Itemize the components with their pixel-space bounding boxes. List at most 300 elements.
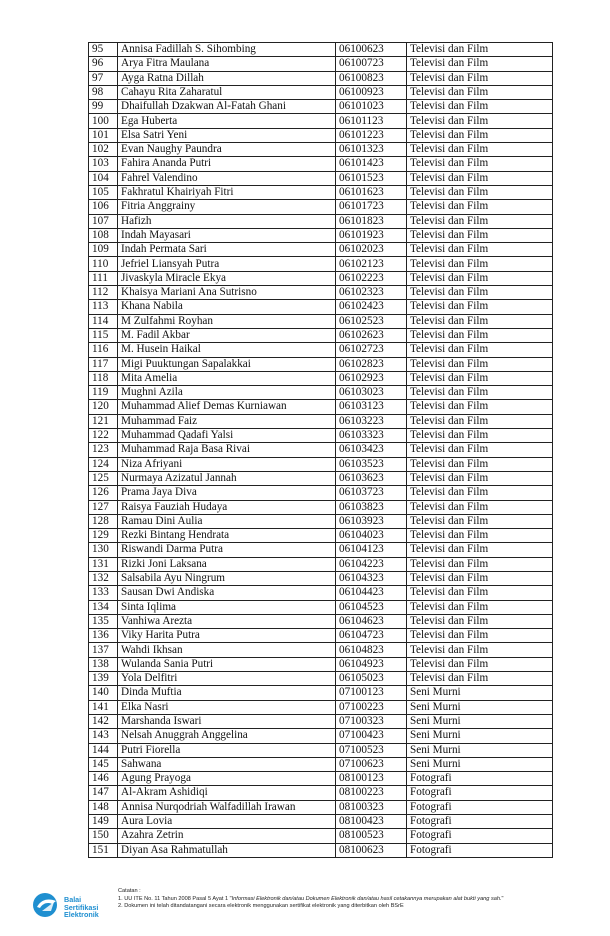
table-row [89,571,553,585]
student-code: 06104523 [336,600,407,614]
student-code: 07100523 [336,743,407,757]
student-name: Ramau Dini Aulia [118,514,336,528]
student-code: 06101823 [336,214,407,228]
student-name: M. Husein Haikal [118,343,336,357]
bsre-logo-text [64,896,99,919]
student-code: 06102323 [336,286,407,300]
row-number: 129 [89,529,118,543]
student-code: 06101623 [336,185,407,199]
student-name: Evan Naughy Paundra [118,143,336,157]
row-number: 138 [89,657,118,671]
program-name: Televisi dan Film [407,571,553,585]
student-code: 06104423 [336,586,407,600]
program-name: Fotografi [407,800,553,814]
program-name: Televisi dan Film [407,271,553,285]
student-code: 06102823 [336,357,407,371]
program-name: Televisi dan Film [407,300,553,314]
student-name: Elka Nasri [118,700,336,714]
student-code: 06101123 [336,114,407,128]
table-row [89,443,553,457]
program-name: Televisi dan Film [407,471,553,485]
program-name: Fotografi [407,815,553,829]
row-number: 133 [89,586,118,600]
student-table [88,42,553,858]
program-name: Televisi dan Film [407,243,553,257]
student-code: 06104223 [336,557,407,571]
student-code: 06102723 [336,343,407,357]
student-name: Raisya Fauziah Hudaya [118,500,336,514]
student-code: 06103723 [336,486,407,500]
table-row [89,457,553,471]
table-row [89,157,553,171]
program-name: Televisi dan Film [407,371,553,385]
student-name: Niza Afriyani [118,457,336,471]
table-row [89,286,553,300]
student-code: 06104123 [336,543,407,557]
program-name: Televisi dan Film [407,672,553,686]
student-code: 07100123 [336,686,407,700]
table-row [89,314,553,328]
program-name: Televisi dan Film [407,529,553,543]
student-name: Jefriel Liansyah Putra [118,257,336,271]
student-code: 06101923 [336,228,407,242]
program-name: Fotografi [407,843,553,857]
student-name: Indah Permata Sari [118,243,336,257]
student-name: Khana Nabila [118,300,336,314]
table-row [89,600,553,614]
program-name: Televisi dan Film [407,400,553,414]
row-number: 139 [89,672,118,686]
notes-title: Catatan : [118,888,141,894]
program-name: Televisi dan Film [407,429,553,443]
note-1 [118,896,598,904]
table-row [89,657,553,671]
program-name: Televisi dan Film [407,114,553,128]
logo-line: Balai [64,895,82,904]
program-name: Televisi dan Film [407,357,553,371]
student-name: Fahira Ananda Putri [118,157,336,171]
program-name: Fotografi [407,829,553,843]
program-name: Televisi dan Film [407,386,553,400]
student-code: 06100923 [336,85,407,99]
program-name: Televisi dan Film [407,328,553,342]
table-row [89,400,553,414]
table-row [89,686,553,700]
program-name: Televisi dan Film [407,85,553,99]
row-number: 132 [89,571,118,585]
student-code: 06104723 [336,629,407,643]
row-number: 121 [89,414,118,428]
student-name: Wulanda Sania Putri [118,657,336,671]
table-row [89,414,553,428]
student-code: 06102523 [336,314,407,328]
table-row [89,143,553,157]
student-code: 07100323 [336,714,407,728]
row-number: 105 [89,185,118,199]
row-number: 103 [89,157,118,171]
student-name: Aura Lovia [118,815,336,829]
program-name: Televisi dan Film [407,343,553,357]
student-name: Marshanda Iswari [118,714,336,728]
table-row [89,343,553,357]
program-name: Televisi dan Film [407,157,553,171]
student-code: 08100323 [336,800,407,814]
student-code: 06101023 [336,100,407,114]
student-name: Azahra Zetrin [118,829,336,843]
row-number: 136 [89,629,118,643]
row-number: 119 [89,386,118,400]
row-number: 115 [89,328,118,342]
row-number: 146 [89,772,118,786]
bsre-logo [30,890,110,920]
table-row [89,815,553,829]
student-code: 08100223 [336,786,407,800]
table-row [89,843,553,857]
student-code: 06103123 [336,400,407,414]
footer-notes [118,888,598,911]
program-name: Televisi dan Film [407,228,553,242]
row-number: 106 [89,200,118,214]
student-code: 06103423 [336,443,407,457]
table-row [89,672,553,686]
row-number: 130 [89,543,118,557]
row-number: 108 [89,228,118,242]
student-name: Fahrel Valendino [118,171,336,185]
program-name: Televisi dan Film [407,486,553,500]
table-row [89,700,553,714]
student-name: Ayga Ratna Dillah [118,71,336,85]
student-name: Mughni Azila [118,386,336,400]
row-number: 143 [89,729,118,743]
student-code: 06103923 [336,514,407,528]
row-number: 140 [89,686,118,700]
student-code: 06101523 [336,171,407,185]
note-2: 2. Dokumen ini telah ditandatangani secara elektronik menggunakan sertifikat elektronik yang diterbitkan oleh BSrE [118,903,404,910]
row-number: 127 [89,500,118,514]
program-name: Seni Murni [407,729,553,743]
student-name: Putri Fiorella [118,743,336,757]
row-number: 111 [89,271,118,285]
student-code: 06103823 [336,500,407,514]
student-name: M. Fadil Akbar [118,328,336,342]
row-number: 110 [89,257,118,271]
row-number: 147 [89,786,118,800]
table-row [89,85,553,99]
note-1-prefix: 1. UU ITE No. 11 Tahun 2008 Pasal 5 Ayat 1 " [118,895,232,902]
student-name: Muhammad Faiz [118,414,336,428]
student-name: Ega Huberta [118,114,336,128]
student-name: M Zulfahmi Royhan [118,314,336,328]
table-row [89,529,553,543]
program-name: Televisi dan Film [407,314,553,328]
student-code: 06104823 [336,643,407,657]
student-name: Elsa Satri Yeni [118,128,336,142]
student-name: Nurmaya Azizatul Jannah [118,471,336,485]
program-name: Televisi dan Film [407,500,553,514]
student-code: 07100223 [336,700,407,714]
program-name: Televisi dan Film [407,286,553,300]
student-name: Mita Amelia [118,371,336,385]
student-code: 08100423 [336,815,407,829]
student-code: 06102023 [336,243,407,257]
table-row [89,386,553,400]
program-name: Televisi dan Film [407,143,553,157]
student-code: 06102223 [336,271,407,285]
program-name: Televisi dan Film [407,200,553,214]
student-name: Riswandi Darma Putra [118,543,336,557]
student-code: 06102123 [336,257,407,271]
program-name: Televisi dan Film [407,128,553,142]
program-name: Televisi dan Film [407,214,553,228]
program-name: Televisi dan Film [407,557,553,571]
table-row [89,429,553,443]
table-row [89,228,553,242]
student-name: Muhammad Alief Demas Kurniawan [118,400,336,414]
row-number: 102 [89,143,118,157]
student-code: 06101723 [336,200,407,214]
student-code: 07100623 [336,757,407,771]
student-code: 06100623 [336,43,407,57]
table-row [89,100,553,114]
table-row [89,729,553,743]
student-code: 06103623 [336,471,407,485]
student-code: 06103223 [336,414,407,428]
student-code: 06103523 [336,457,407,471]
row-number: 97 [89,71,118,85]
table-row [89,800,553,814]
program-name: Televisi dan Film [407,414,553,428]
table-row [89,714,553,728]
student-name: Hafizh [118,214,336,228]
row-number: 120 [89,400,118,414]
row-number: 123 [89,443,118,457]
table-row [89,557,553,571]
table-row [89,500,553,514]
student-name: Sausan Dwi Andiska [118,586,336,600]
program-name: Televisi dan Film [407,71,553,85]
table-row [89,514,553,528]
program-name: Televisi dan Film [407,514,553,528]
row-number: 124 [89,457,118,471]
table-row [89,257,553,271]
logo-line: Elektronik [64,910,99,920]
student-code: 06102623 [336,328,407,342]
table-row [89,128,553,142]
table-row [89,43,553,57]
row-number: 122 [89,429,118,443]
student-name: Fitria Anggrainy [118,200,336,214]
table-row [89,757,553,771]
program-name: Televisi dan Film [407,443,553,457]
row-number: 107 [89,214,118,228]
student-code: 08100123 [336,772,407,786]
student-code: 06102923 [336,371,407,385]
row-number: 142 [89,714,118,728]
student-name: Nelsah Anuggrah Anggelina [118,729,336,743]
student-code: 06101323 [336,143,407,157]
student-name: Jivaskyla Miracle Ekya [118,271,336,285]
row-number: 113 [89,300,118,314]
row-number: 116 [89,343,118,357]
program-name: Seni Murni [407,686,553,700]
table-row [89,586,553,600]
row-number: 135 [89,614,118,628]
student-name: Arya Fitra Maulana [118,57,336,71]
program-name: Televisi dan Film [407,629,553,643]
row-number: 148 [89,800,118,814]
row-number: 109 [89,243,118,257]
student-name: Annisa Fadillah S. Sihombing [118,43,336,57]
student-code: 06101423 [336,157,407,171]
student-name: Viky Harita Putra [118,629,336,643]
student-name: Indah Mayasari [118,228,336,242]
row-number: 118 [89,371,118,385]
student-code: 06102423 [336,300,407,314]
student-name: Khaisya Mariani Ana Sutrisno [118,286,336,300]
bsre-logo-icon [30,890,62,920]
table-row [89,114,553,128]
student-code: 06101223 [336,128,407,142]
program-name: Seni Murni [407,743,553,757]
table-row [89,371,553,385]
program-name: Televisi dan Film [407,57,553,71]
student-name: Dinda Muftia [118,686,336,700]
student-name: Prama Jaya Diva [118,486,336,500]
row-number: 134 [89,600,118,614]
table-row [89,786,553,800]
row-number: 99 [89,100,118,114]
program-name: Televisi dan Film [407,657,553,671]
table-row [89,486,553,500]
program-name: Televisi dan Film [407,600,553,614]
table-row [89,300,553,314]
table-row [89,214,553,228]
student-code: 06103323 [336,429,407,443]
program-name: Fotografi [407,786,553,800]
student-name: Annisa Nurqodriah Walfadillah Irawan [118,800,336,814]
row-number: 98 [89,85,118,99]
row-number: 131 [89,557,118,571]
row-number: 101 [89,128,118,142]
program-name: Televisi dan Film [407,614,553,628]
student-name: Agung Prayoga [118,772,336,786]
table-row [89,829,553,843]
student-name: Al-Akram Ashidiqi [118,786,336,800]
student-code: 06100723 [336,57,407,71]
row-number: 104 [89,171,118,185]
table-row [89,614,553,628]
student-name: Sinta Iqlima [118,600,336,614]
table-row [89,471,553,485]
student-code: 08100623 [336,843,407,857]
note-1-quote: Informasi Elektronik dan/atau Dokumen Elektronik dan/atau hasil cetakannya merupakan alat bukti yang sah. [231,895,502,902]
table-row [89,71,553,85]
table-row [89,772,553,786]
table-row [89,271,553,285]
student-name: Wahdi Ikhsan [118,643,336,657]
program-name: Fotografi [407,772,553,786]
student-code: 07100423 [336,729,407,743]
row-number: 150 [89,829,118,843]
program-name: Televisi dan Film [407,457,553,471]
student-code: 06105023 [336,672,407,686]
student-name: Vanhiwa Arezta [118,614,336,628]
student-name: Diyan Asa Rahmatullah [118,843,336,857]
student-code: 06104923 [336,657,407,671]
program-name: Televisi dan Film [407,586,553,600]
row-number: 137 [89,643,118,657]
row-number: 141 [89,700,118,714]
page-footer [30,884,590,924]
program-name: Seni Murni [407,757,553,771]
row-number: 144 [89,743,118,757]
student-name: Sahwana [118,757,336,771]
student-name: Fakhratul Khairiyah Fitri [118,185,336,199]
row-number: 100 [89,114,118,128]
table-row [89,200,553,214]
program-name: Seni Murni [407,714,553,728]
student-name: Cahayu Rita Zaharatul [118,85,336,99]
program-name: Televisi dan Film [407,257,553,271]
program-name: Televisi dan Film [407,43,553,57]
row-number: 149 [89,815,118,829]
program-name: Televisi dan Film [407,171,553,185]
student-code: 06103023 [336,386,407,400]
table-row [89,643,553,657]
table-row [89,57,553,71]
program-name: Televisi dan Film [407,185,553,199]
program-name: Televisi dan Film [407,100,553,114]
table-row [89,629,553,643]
table-row [89,357,553,371]
table-row [89,543,553,557]
row-number: 126 [89,486,118,500]
row-number: 95 [89,43,118,57]
table-row [89,743,553,757]
row-number: 117 [89,357,118,371]
row-number: 96 [89,57,118,71]
row-number: 125 [89,471,118,485]
student-name: Yola Delfitri [118,672,336,686]
logo-line: Sertifikasi [64,902,99,912]
note-1-suffix: " [501,895,504,902]
student-code: 06104023 [336,529,407,543]
student-name: Muhammad Raja Basa Rivai [118,443,336,457]
student-table-body [89,43,553,858]
program-name: Televisi dan Film [407,643,553,657]
student-code: 06100823 [336,71,407,85]
row-number: 145 [89,757,118,771]
student-code: 08100523 [336,829,407,843]
student-code: 06104623 [336,614,407,628]
student-name: Rezki Bintang Hendrata [118,529,336,543]
row-number: 128 [89,514,118,528]
student-name: Salsabila Ayu Ningrum [118,571,336,585]
student-code: 06104323 [336,571,407,585]
row-number: 151 [89,843,118,857]
row-number: 112 [89,286,118,300]
student-name: Rizki Joni Laksana [118,557,336,571]
program-name: Televisi dan Film [407,543,553,557]
table-row [89,171,553,185]
student-name: Dhaifullah Dzakwan Al-Fatah Ghani [118,100,336,114]
table-row [89,328,553,342]
program-name: Seni Murni [407,700,553,714]
row-number: 114 [89,314,118,328]
table-row [89,185,553,199]
table-row [89,243,553,257]
student-name: Migi Puuktungan Sapalakkai [118,357,336,371]
